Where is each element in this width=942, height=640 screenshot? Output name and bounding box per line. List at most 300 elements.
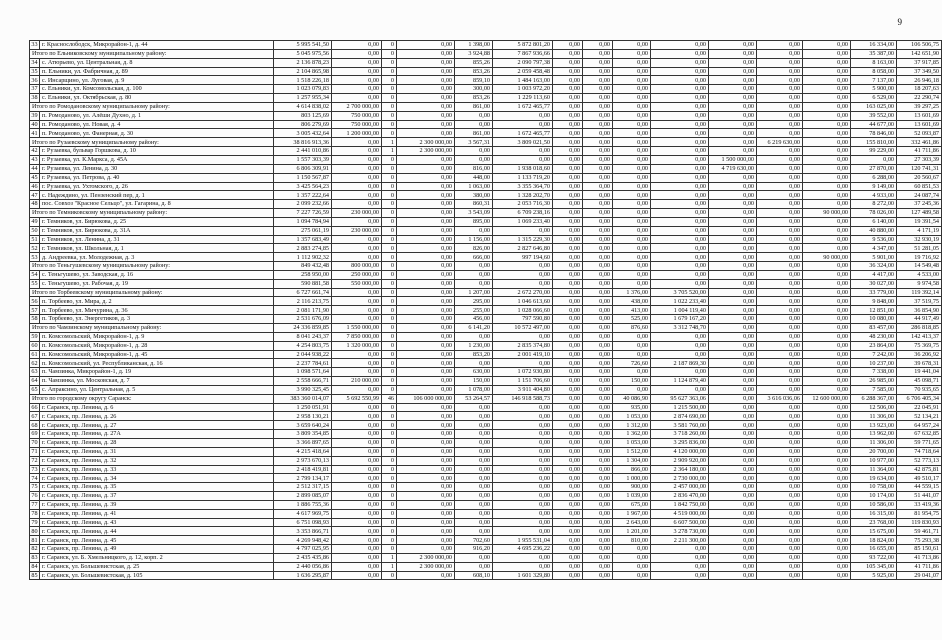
table-cell: 11 364,00 [851,465,897,474]
table-cell: 0,00 [803,377,851,386]
row-number: 77 [31,501,38,509]
table-cell: 0,00 [709,67,757,76]
row-number: 48 [31,200,38,208]
table-cell: 0,00 [583,315,613,324]
address-cell: г. Темников, ул. Бирюкова, д. 25 [40,217,274,226]
table-cell: 0,00 [757,94,803,103]
table-cell: 22 290,74 [897,94,942,103]
table-cell: 19 634,00 [851,474,897,483]
table-cell: 0,00 [613,209,651,218]
subtotal-row [30,102,942,111]
table-cell: 0,00 [397,492,455,501]
row-number: 67 [31,412,38,420]
table-cell: 0,00 [803,58,851,67]
table-cell: 2 053 716,30 [493,200,553,209]
table-cell: 0,00 [493,403,553,412]
table-cell: 0,00 [455,359,493,368]
table-cell: 0,00 [583,94,613,103]
table-cell: 0,00 [709,571,757,580]
table-cell: 0,00 [397,288,455,297]
table-cell: 1 484 163,00 [493,76,553,85]
table-cell: 0,00 [651,102,709,111]
table-cell: 0,00 [709,359,757,368]
table-cell: 816,00 [455,164,493,173]
table-cell: 0,00 [455,500,493,509]
table-cell: 0,00 [397,545,455,554]
table-cell: 0,00 [757,518,803,527]
table-cell: 0,00 [851,155,897,164]
table-cell: 14 549,48 [897,262,942,271]
row-number: 72 [31,456,38,464]
row-number: 79 [31,518,38,526]
table-cell: 0,00 [493,270,553,279]
table-cell: 15 675,00 [851,527,897,536]
table-row [30,545,942,554]
table-cell: 0,00 [709,412,757,421]
table-cell: 0,00 [583,111,613,120]
table-cell: 0,00 [651,545,709,554]
table-cell: 0,00 [757,545,803,554]
row-number: 78 [31,509,38,517]
address-cell: г. Саранск, пр. Ленина, д. 6 [40,403,274,412]
table-cell: 0,00 [493,226,553,235]
table-cell: 0,00 [651,138,709,147]
table-cell: 2 512 317,15 [274,483,332,492]
table-cell: 0,00 [553,182,583,191]
table-cell: 0,00 [709,332,757,341]
table-cell: 448,00 [455,173,493,182]
table-cell: 0,00 [397,270,455,279]
table-cell: 0,00 [613,253,651,262]
table-cell: 1 023 079,83 [274,85,332,94]
table-cell: 0,00 [397,465,455,474]
table-cell: 0,00 [651,553,709,562]
address-cell: г. Саранск, ул. Большевистская, д. 105 [40,571,274,580]
table-cell: 0,00 [493,562,553,571]
table-cell: 3 567,31 [455,138,493,147]
table-cell: 806 279,69 [274,120,332,129]
table-row [30,421,942,430]
table-cell: 74 718,64 [897,447,942,456]
table-cell: 7 242,00 [851,350,897,359]
table-cell: 0,00 [757,492,803,501]
table-cell: 0,00 [332,244,382,253]
table-cell: 383 360 014,07 [274,394,332,403]
table-cell: 0,00 [583,279,613,288]
table-cell: 0,00 [613,94,651,103]
table-cell: 0,00 [803,536,851,545]
table-cell: 1 215 500,00 [651,403,709,412]
table-cell: 0,00 [553,58,583,67]
row-number: 71 [31,448,38,456]
table-cell: 33 419,36 [897,500,942,509]
table-cell: 230 000,00 [332,226,382,235]
row-number: 36 [31,76,38,84]
table-cell: 1 200 000,00 [332,129,382,138]
table-cell: 0,00 [651,571,709,580]
table-cell: 810,00 [613,536,651,545]
table-cell: 0,00 [757,244,803,253]
table-cell: 59 461,71 [897,527,942,536]
table-cell: 0,00 [803,500,851,509]
table-cell: 2 973 670,13 [274,456,332,465]
table-cell: 0,00 [332,359,382,368]
table-cell: 1 886 755,36 [274,500,332,509]
table-cell: 0,00 [757,102,803,111]
table-cell: 0,00 [397,438,455,447]
table-cell: 40 086,90 [613,394,651,403]
table-cell: 0,00 [553,359,583,368]
table-cell: 0,00 [332,518,382,527]
address-cell: п. Торбеево, ул. Энергетиков, д. 3 [40,315,274,324]
table-cell: 105 345,00 [851,562,897,571]
table-cell: 0,00 [709,456,757,465]
table-cell: 3 278 730,00 [651,527,709,536]
table-cell: 0 [382,306,397,315]
table-cell: 0,00 [397,94,455,103]
table-cell: 300,00 [455,85,493,94]
address-cell: г. Рузаевка, ул. Ухтомского, д. 26 [40,182,274,191]
table-cell: 0,00 [332,545,382,554]
table-cell: 19 391,54 [897,217,942,226]
table-cell: 0,00 [583,324,613,333]
table-cell: 64 957,24 [897,421,942,430]
table-cell: 0,00 [553,368,583,377]
table-cell: 52 134,21 [897,412,942,421]
table-cell: 6 288 367,00 [851,394,897,403]
table-cell: 0,00 [613,270,651,279]
table-cell: 0,00 [583,412,613,421]
row-number: 84 [31,563,38,571]
table-cell: 0,00 [455,447,493,456]
table-cell: 90 000,00 [803,209,851,218]
address-cell: п. Комсомольский, Микрорайон-1, д. 45 [40,350,274,359]
table-cell: 0,00 [757,200,803,209]
address-cell: п. Чамзинка, Микрорайон-1, д. 19 [40,368,274,377]
table-cell: 0,00 [332,438,382,447]
table-row [30,368,942,377]
table-cell: 1 842 750,00 [651,500,709,509]
table-cell: 99 229,00 [851,147,897,156]
table-cell: 70 935,65 [897,385,942,394]
table-cell: 13 923,00 [851,421,897,430]
table-cell: 855,26 [455,58,493,67]
table-cell: 7 227 726,59 [274,209,332,218]
table-cell: 0,00 [757,571,803,580]
table-row [30,67,942,76]
row-number: 39 [31,112,38,120]
table-row [30,553,942,562]
table-cell: 8 058,00 [851,67,897,76]
table-cell: 0,00 [397,527,455,536]
subtotal-row [30,324,942,333]
address-cell: г. Саранск, пр. Ленина, д. 33 [40,465,274,474]
table-cell: 0,00 [583,465,613,474]
address-cell: пос. Совхоз "Красное Сельцо", ул. Гагарина, д. 8 [40,200,274,209]
row-number: 53 [31,253,38,261]
table-cell: 0 [382,226,397,235]
row-number: 76 [31,492,38,500]
table-cell: 0,00 [553,200,583,209]
table-cell: 10 977,00 [851,456,897,465]
table-cell: 0,00 [651,350,709,359]
table-cell: 853,20 [455,350,493,359]
table-cell: 51 281,05 [897,244,942,253]
table-cell: 0,00 [757,315,803,324]
table-cell: 1 133 719,20 [493,173,553,182]
table-cell: 1 304,00 [613,456,651,465]
table-cell: 0,00 [583,438,613,447]
table-cell: 0,00 [757,147,803,156]
table-cell: 0,00 [493,553,553,562]
table-cell: 0,00 [553,129,583,138]
table-cell: 0,00 [709,288,757,297]
table-cell: 0,00 [397,341,455,350]
table-cell: 0,00 [332,76,382,85]
table-cell: 0,00 [757,527,803,536]
table-cell: 0,00 [613,41,651,50]
table-cell: 0,00 [553,155,583,164]
table-cell: 0,00 [553,571,583,580]
table-cell: 0 [382,359,397,368]
table-cell: 0,00 [613,49,651,58]
table-cell: 1 022 233,40 [651,297,709,306]
table-cell: 0,00 [613,279,651,288]
row-number: 68 [31,421,38,429]
table-cell: 866,00 [613,465,651,474]
subtotal-label: Итого по городскому округу Саранск: [30,394,274,403]
table-cell: 0,00 [397,536,455,545]
table-cell: 1 [382,147,397,156]
table-cell: 0,00 [493,465,553,474]
table-cell: 0 [382,332,397,341]
subtotal-label: Итого по Ромодановскому муниципальному району: [30,102,274,111]
table-cell: 2 116 213,75 [274,297,332,306]
table-cell: 0,00 [651,341,709,350]
table-cell: 0,00 [709,421,757,430]
table-cell: 0,00 [803,173,851,182]
table-cell: 380,00 [455,191,493,200]
table-cell: 0,00 [583,155,613,164]
table-cell: 255,00 [455,306,493,315]
table-cell: 0,00 [757,368,803,377]
table-cell: 0,00 [803,85,851,94]
table-cell: 2 883 274,85 [274,244,332,253]
table-row [30,315,942,324]
table-cell: 6 288,00 [851,173,897,182]
table-cell: 2 909 920,00 [651,456,709,465]
address-cell: п. Чамзинка, ул. Московская, д. 7 [40,377,274,386]
table-cell: 2 558 666,71 [274,377,332,386]
row-number: 82 [31,545,38,553]
table-cell: 0,00 [803,315,851,324]
table-cell: 0,00 [803,518,851,527]
table-cell: 0,00 [651,173,709,182]
table-cell: 0,00 [709,173,757,182]
table-cell: 0,00 [397,518,455,527]
row-number: 42 [31,147,38,155]
table-cell: 0 [382,173,397,182]
table-cell: 0,00 [613,155,651,164]
table-cell: 0,00 [709,394,757,403]
table-cell: 0,00 [803,138,851,147]
table-cell: 0 [382,155,397,164]
table-cell: 119 392,14 [897,288,942,297]
address-cell: г. Саранск, пр. Ленина, д. 37 [40,492,274,501]
table-cell: 0,00 [332,297,382,306]
table-cell: 16 315,00 [851,509,897,518]
table-cell: 10 758,00 [851,483,897,492]
table-cell: 0,00 [493,359,553,368]
table-cell: 0,00 [455,279,493,288]
table-cell: 0,00 [803,164,851,173]
table-cell: 0,00 [332,403,382,412]
table-cell: 13 601,69 [897,111,942,120]
table-cell: 6 141,20 [455,324,493,333]
table-cell: 0,00 [583,235,613,244]
table-cell: 0,00 [397,456,455,465]
table-cell: 0,00 [583,262,613,271]
row-number: 37 [31,85,38,93]
table-cell: 0,00 [651,58,709,67]
table-row [30,297,942,306]
table-cell: 0,00 [709,341,757,350]
table-cell: 2 136 878,23 [274,58,332,67]
address-cell: г. Саранск, ул. Б. Хмельницкого, д. 12, корп. 2 [40,553,274,562]
table-cell: 0,00 [553,332,583,341]
table-cell: 0 [382,571,397,580]
table-cell: 24 087,74 [897,191,942,200]
table-cell: 0,00 [397,85,455,94]
table-cell: 0,00 [613,562,651,571]
table-cell: 0 [382,217,397,226]
table-cell: 13 962,00 [851,430,897,439]
table-cell: 0,00 [583,359,613,368]
table-cell: 3 809 021,50 [493,138,553,147]
table-cell: 0,00 [332,217,382,226]
address-cell: п. Комсомольский, Микрорайон-1, д. 28 [40,341,274,350]
table-cell: 0,00 [455,456,493,465]
table-row [30,226,942,235]
table-cell: 0,00 [651,368,709,377]
table-cell: 0,00 [493,332,553,341]
table-cell: 0,00 [493,412,553,421]
table-cell: 0,00 [757,235,803,244]
table-row [30,377,942,386]
address-cell: г. Рузаевка, ул. К.Маркса, д. 45А [40,155,274,164]
table-cell: 1 150 567,87 [274,173,332,182]
table-cell: 0 [382,262,397,271]
table-cell: 3 705 520,00 [651,288,709,297]
address-cell: г. Саранск, пр. Ленина, д. 26 [40,412,274,421]
row-number: 43 [31,156,38,164]
table-cell: 0,00 [803,385,851,394]
table-cell: 0 [382,377,397,386]
table-cell: 0 [382,200,397,209]
subtotal-row [30,288,942,297]
table-cell: 0,00 [397,509,455,518]
table-cell: 0,00 [553,527,583,536]
table-cell: 0,00 [332,49,382,58]
table-cell: 26 946,18 [897,76,942,85]
table-cell: 2 211 300,00 [651,536,709,545]
table-row [30,235,942,244]
table-cell: 9 974,58 [897,279,942,288]
table-cell: 1 072 930,80 [493,368,553,377]
table-cell: 997 194,60 [493,253,553,262]
table-cell: 0,00 [455,492,493,501]
table-cell: 4 933,00 [851,191,897,200]
table-cell: 52 773,13 [897,456,942,465]
table-cell: 0,00 [757,111,803,120]
table-cell: 1 000,00 [613,474,651,483]
row-number: 44 [31,165,38,173]
table-cell: 9 149,00 [851,182,897,191]
table-cell: 0,00 [803,279,851,288]
row-number: 50 [31,226,38,234]
table-cell: 0,00 [757,483,803,492]
table-cell: 0,00 [757,553,803,562]
table-cell: 0,00 [397,571,455,580]
table-cell: 0,00 [455,518,493,527]
table-cell: 2 418 419,81 [274,465,332,474]
table-cell: 750 000,00 [332,111,382,120]
table-cell: 9 536,00 [851,235,897,244]
table-cell: 0,00 [613,58,651,67]
table-cell: 0,00 [553,102,583,111]
table-cell: 0,00 [709,430,757,439]
table-cell: 1 679 167,20 [651,315,709,324]
table-cell: 0,00 [651,226,709,235]
table-cell: 0,00 [757,191,803,200]
table-cell: 250 000,00 [332,270,382,279]
table-cell: 0,00 [757,49,803,58]
table-cell: 849 432,48 [274,262,332,271]
table-cell: 0 [382,438,397,447]
table-cell: 0,00 [803,94,851,103]
row-number: 81 [31,536,38,544]
table-cell: 0 [382,447,397,456]
table-cell: 0,00 [397,474,455,483]
table-cell: 0,00 [397,359,455,368]
table-cell: 0 [382,341,397,350]
table-cell: 2 441 010,86 [274,147,332,156]
table-cell: 0,00 [757,182,803,191]
table-cell: 0,00 [553,288,583,297]
table-cell: 0 [382,94,397,103]
table-cell: 0,00 [613,85,651,94]
table-cell: 19 441,04 [897,368,942,377]
table-cell: 1 112 902,32 [274,253,332,262]
table-cell: 0 [382,41,397,50]
table-cell: 0,00 [709,226,757,235]
table-cell: 0,00 [583,129,613,138]
table-row [30,306,942,315]
table-cell: 0,00 [332,474,382,483]
table-cell: 0,00 [332,385,382,394]
table-cell: 2 364 180,00 [651,465,709,474]
table-cell: 75 293,38 [897,536,942,545]
table-cell: 0,00 [757,217,803,226]
table-cell: 0,00 [583,368,613,377]
row-number: 69 [31,430,38,438]
address-cell: г. Рузаевка, ул. Ленина, д. 30 [40,164,274,173]
table-cell: 0,00 [709,368,757,377]
table-cell: 0,00 [455,120,493,129]
table-cell: 0,00 [709,438,757,447]
table-cell: 0,00 [583,536,613,545]
table-cell: 1 500 000,00 [709,155,757,164]
